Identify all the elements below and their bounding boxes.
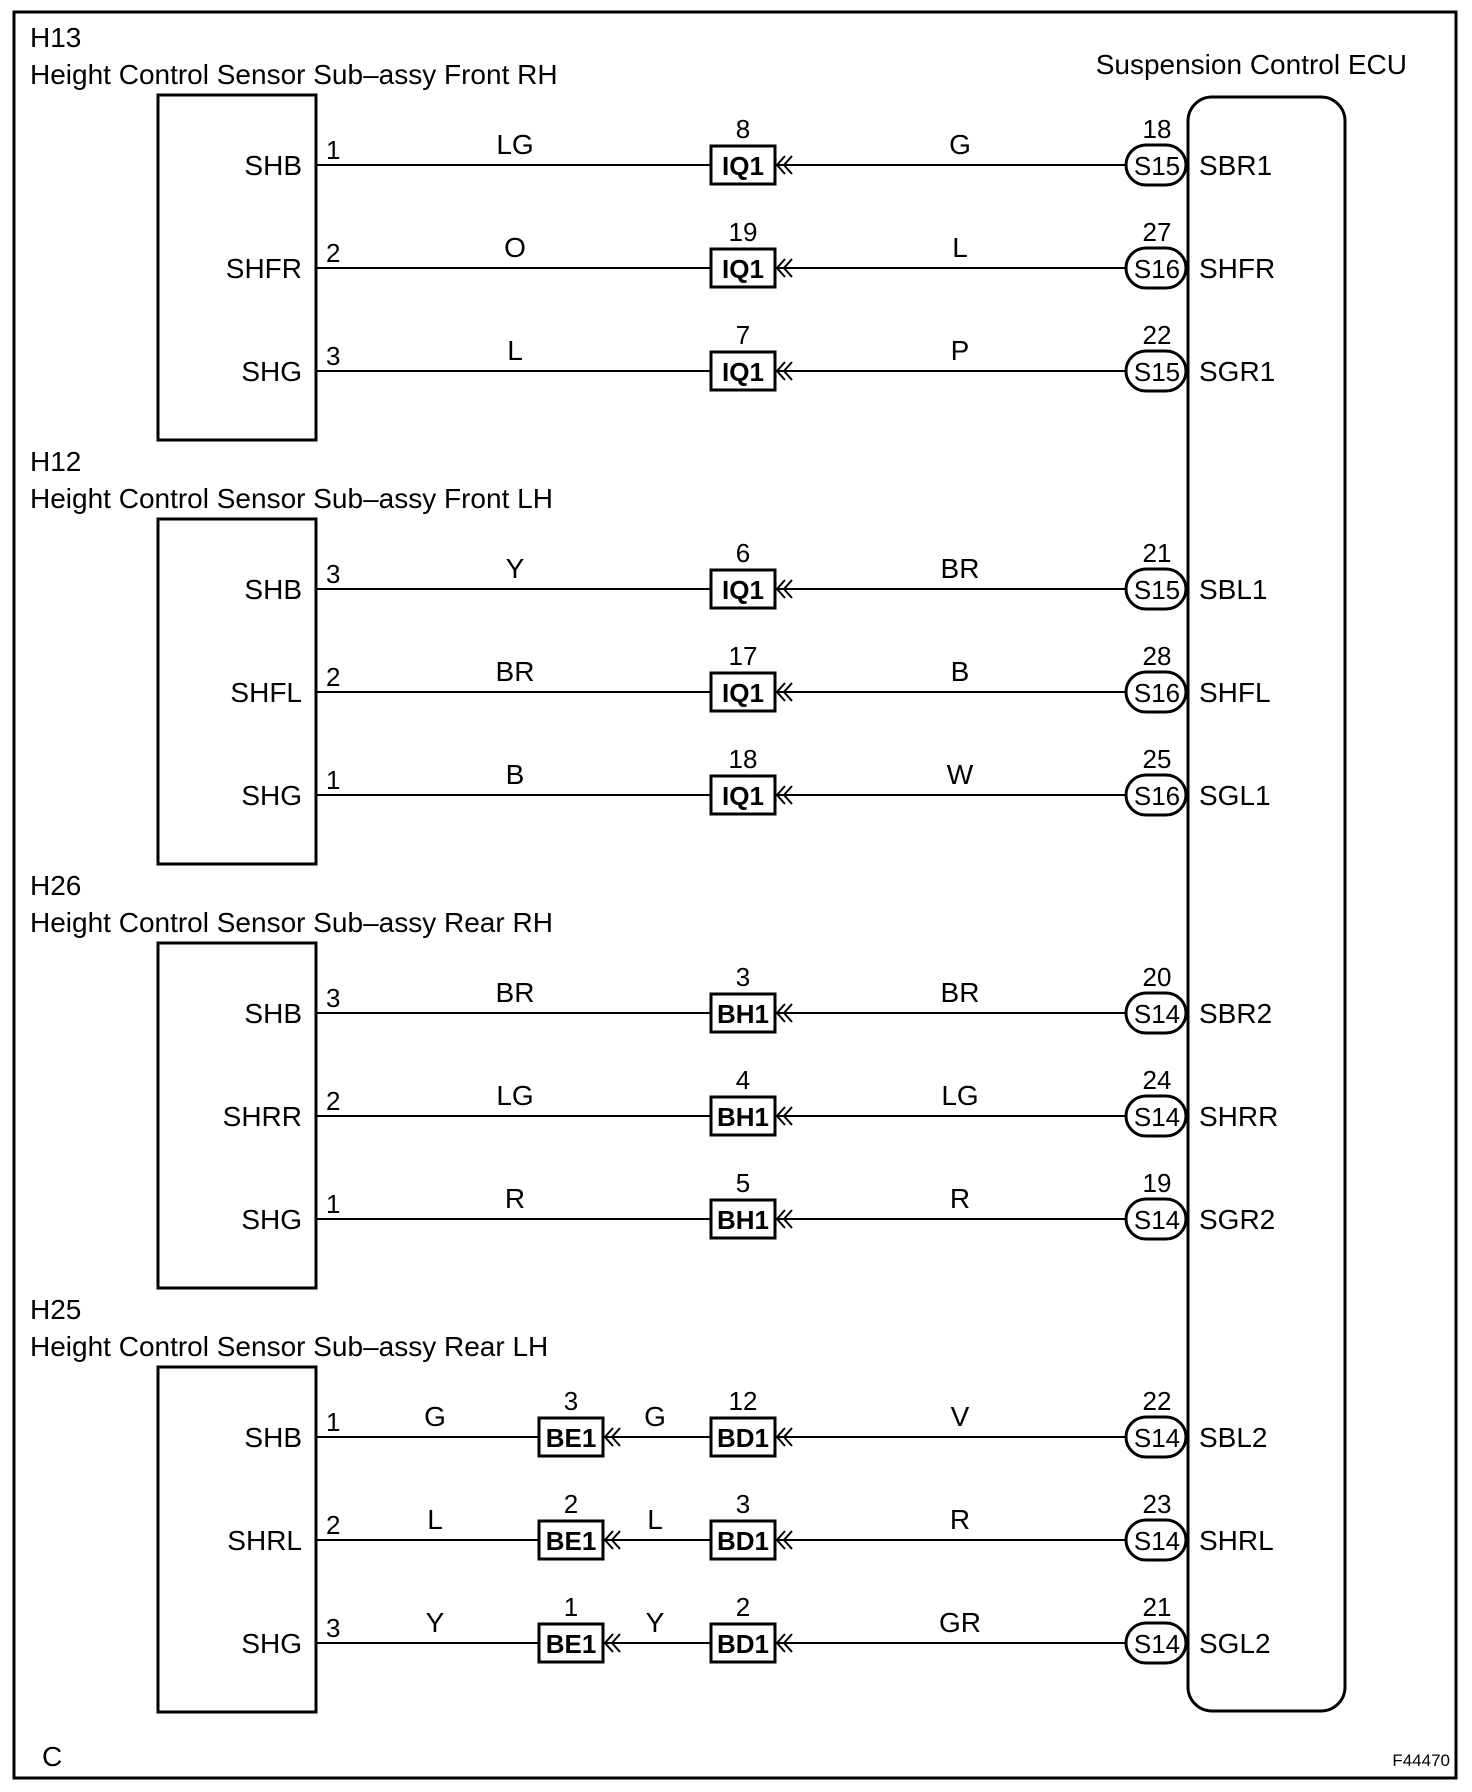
sensor-terminal: SHG xyxy=(241,356,302,387)
ecu-terminal: SBL1 xyxy=(1199,574,1268,605)
inline-connector-2-pin: 2 xyxy=(735,1592,751,1622)
inline-connector-2-label: BH1 xyxy=(716,1205,770,1235)
wire-color: Y xyxy=(645,1607,665,1638)
inline-connector-2-label: BH1 xyxy=(716,999,770,1029)
wire-color: G xyxy=(644,1401,666,1432)
inline-connector-2-pin: 8 xyxy=(735,114,751,144)
wire-color: BR xyxy=(940,553,980,584)
sensor-terminal: SHFL xyxy=(230,677,302,708)
inline-connector-2-label: BD1 xyxy=(716,1629,770,1659)
inline-connector-2-pin: 5 xyxy=(735,1168,751,1198)
ecu-label: Suspension Control ECU xyxy=(1095,49,1407,80)
ecu-terminal: SGL2 xyxy=(1199,1628,1271,1659)
ecu-pin: 24 xyxy=(1142,1065,1172,1095)
sensor-terminal: SHRR xyxy=(222,1101,302,1132)
ecu-pin: 23 xyxy=(1142,1489,1172,1519)
ecu-pin: 27 xyxy=(1142,217,1172,247)
sensor-terminal: SHB xyxy=(244,1422,302,1453)
ecu-terminal: SHRR xyxy=(1199,1101,1279,1132)
sensor-terminal: SHB xyxy=(244,150,302,181)
ecu-connector-label: S15 xyxy=(1133,151,1181,181)
inline-connector-2-pin: 7 xyxy=(735,320,751,350)
inline-connector-2-pin: 6 xyxy=(735,538,751,568)
inline-connector-2-label: IQ1 xyxy=(722,575,764,605)
sensor-pin: 3 xyxy=(326,559,341,589)
sensor-terminal: SHB xyxy=(244,998,302,1029)
inline-connector-2-pin: 12 xyxy=(728,1386,758,1416)
sensor-pin: 3 xyxy=(326,341,341,371)
ecu-box xyxy=(1188,97,1345,1711)
sensor-pin: 1 xyxy=(326,1407,341,1437)
ecu-connector-label: S14 xyxy=(1133,1423,1181,1453)
ecu-pin: 22 xyxy=(1142,1386,1172,1416)
wire-color: BR xyxy=(495,977,535,1008)
wire-color: L xyxy=(647,1504,663,1535)
inline-connector-2-label: BD1 xyxy=(716,1526,770,1556)
figure-id: F44470 xyxy=(1392,1751,1450,1770)
sensor-code: H25 xyxy=(30,1294,82,1325)
inline-connector-2-pin: 18 xyxy=(728,744,758,774)
ecu-pin: 21 xyxy=(1142,1592,1172,1622)
sensor-pin: 1 xyxy=(326,765,341,795)
inline-connector-2-pin: 17 xyxy=(728,641,758,671)
ecu-pin: 28 xyxy=(1142,641,1172,671)
inline-connector-2-pin: 4 xyxy=(735,1065,751,1095)
sensor-pin: 3 xyxy=(326,983,341,1013)
sensor-terminal: SHB xyxy=(244,574,302,605)
ecu-connector-label: S16 xyxy=(1133,254,1181,284)
sensor-pin: 1 xyxy=(326,135,341,165)
wire-color: R xyxy=(504,1183,526,1214)
ecu-terminal: SGR2 xyxy=(1199,1204,1276,1235)
sensor-pin: 1 xyxy=(326,1189,341,1219)
sensor-name: Height Control Sensor Sub–assy Rear RH xyxy=(30,907,553,938)
sensor-name: Height Control Sensor Sub–assy Front LH xyxy=(30,483,553,514)
ecu-connector-label: S16 xyxy=(1133,781,1181,811)
sensor-terminal: SHRL xyxy=(227,1525,302,1556)
inline-connector-1-pin: 2 xyxy=(563,1489,579,1519)
inline-connector-1-label: BE1 xyxy=(545,1423,597,1453)
inline-connector-1-label: BE1 xyxy=(545,1526,597,1556)
wire-color: LG xyxy=(496,1080,534,1111)
ecu-pin: 19 xyxy=(1142,1168,1172,1198)
sensor-pin: 3 xyxy=(326,1613,341,1643)
wire-color: L xyxy=(952,232,968,263)
wire-color: Y xyxy=(505,553,525,584)
inline-connector-2-label: IQ1 xyxy=(722,678,764,708)
ecu-connector-label: S14 xyxy=(1133,999,1181,1029)
ecu-pin: 25 xyxy=(1142,744,1172,774)
ecu-pin: 21 xyxy=(1142,538,1172,568)
inline-connector-1-label: BE1 xyxy=(545,1629,597,1659)
wire-color: P xyxy=(950,335,970,366)
sensor-pin: 2 xyxy=(326,662,341,692)
sensor-code: H26 xyxy=(30,870,82,901)
sensor-name: Height Control Sensor Sub–assy Front RH xyxy=(30,59,558,90)
ecu-connector-label: S16 xyxy=(1133,678,1181,708)
wire-color: L xyxy=(427,1504,443,1535)
sensor-pin: 2 xyxy=(326,238,341,268)
inline-connector-2-label: BH1 xyxy=(716,1102,770,1132)
ecu-connector-label: S14 xyxy=(1133,1629,1181,1659)
sensor-code: H12 xyxy=(30,446,82,477)
inline-connector-2-label: BD1 xyxy=(716,1423,770,1453)
sensor-name: Height Control Sensor Sub–assy Rear LH xyxy=(30,1331,549,1362)
wire-color: BR xyxy=(495,656,535,687)
inline-connector-1-pin: 3 xyxy=(563,1386,579,1416)
ecu-terminal: SBL2 xyxy=(1199,1422,1268,1453)
sensor-terminal: SHG xyxy=(241,1628,302,1659)
sensor-pin: 2 xyxy=(326,1510,341,1540)
wire-color: R xyxy=(949,1183,971,1214)
inline-connector-2-label: IQ1 xyxy=(722,254,764,284)
inline-connector-2-label: IQ1 xyxy=(722,781,764,811)
ecu-pin: 18 xyxy=(1142,114,1172,144)
ecu-connector-label: S15 xyxy=(1133,575,1181,605)
ecu-connector-label: S14 xyxy=(1133,1526,1181,1556)
ecu-connector-label: S14 xyxy=(1133,1102,1181,1132)
inline-connector-1-pin: 1 xyxy=(563,1592,579,1622)
ecu-terminal: SGL1 xyxy=(1199,780,1271,811)
inline-connector-2-pin: 3 xyxy=(735,1489,751,1519)
wire-color: W xyxy=(946,759,974,790)
inline-connector-2-label: IQ1 xyxy=(722,357,764,387)
ecu-pin: 22 xyxy=(1142,320,1172,350)
inline-connector-2-label: IQ1 xyxy=(722,151,764,181)
wire-color: G xyxy=(424,1401,446,1432)
inline-connector-2-pin: 19 xyxy=(728,217,758,247)
wire-color: LG xyxy=(941,1080,979,1111)
sensor-terminal: SHG xyxy=(241,1204,302,1235)
wire-color: BR xyxy=(940,977,980,1008)
wire-color: V xyxy=(950,1401,970,1432)
inline-connector-2-pin: 3 xyxy=(735,962,751,992)
sensor-code: H13 xyxy=(30,22,82,53)
ecu-terminal: SBR1 xyxy=(1199,150,1273,181)
wire-color: O xyxy=(504,232,526,263)
wire-color: GR xyxy=(939,1607,981,1638)
wire-color: G xyxy=(949,129,971,160)
ecu-terminal: SHFR xyxy=(1199,253,1276,284)
ecu-connector-label: S14 xyxy=(1133,1205,1181,1235)
ecu-terminal: SGR1 xyxy=(1199,356,1276,387)
wire-color: B xyxy=(950,656,970,687)
sensor-terminal: SHG xyxy=(241,780,302,811)
wire-color: L xyxy=(507,335,523,366)
ecu-pin: 20 xyxy=(1142,962,1172,992)
sensor-pin: 2 xyxy=(326,1086,341,1116)
ecu-terminal: SHFL xyxy=(1199,677,1271,708)
wire-color: Y xyxy=(425,1607,445,1638)
wire-color: LG xyxy=(496,129,534,160)
wire-color: R xyxy=(949,1504,971,1535)
corner-label: C xyxy=(42,1741,63,1772)
sensor-terminal: SHFR xyxy=(225,253,302,284)
wire-color: B xyxy=(505,759,525,790)
ecu-terminal: SHRL xyxy=(1199,1525,1274,1556)
ecu-connector-label: S15 xyxy=(1133,357,1181,387)
ecu-terminal: SBR2 xyxy=(1199,998,1273,1029)
